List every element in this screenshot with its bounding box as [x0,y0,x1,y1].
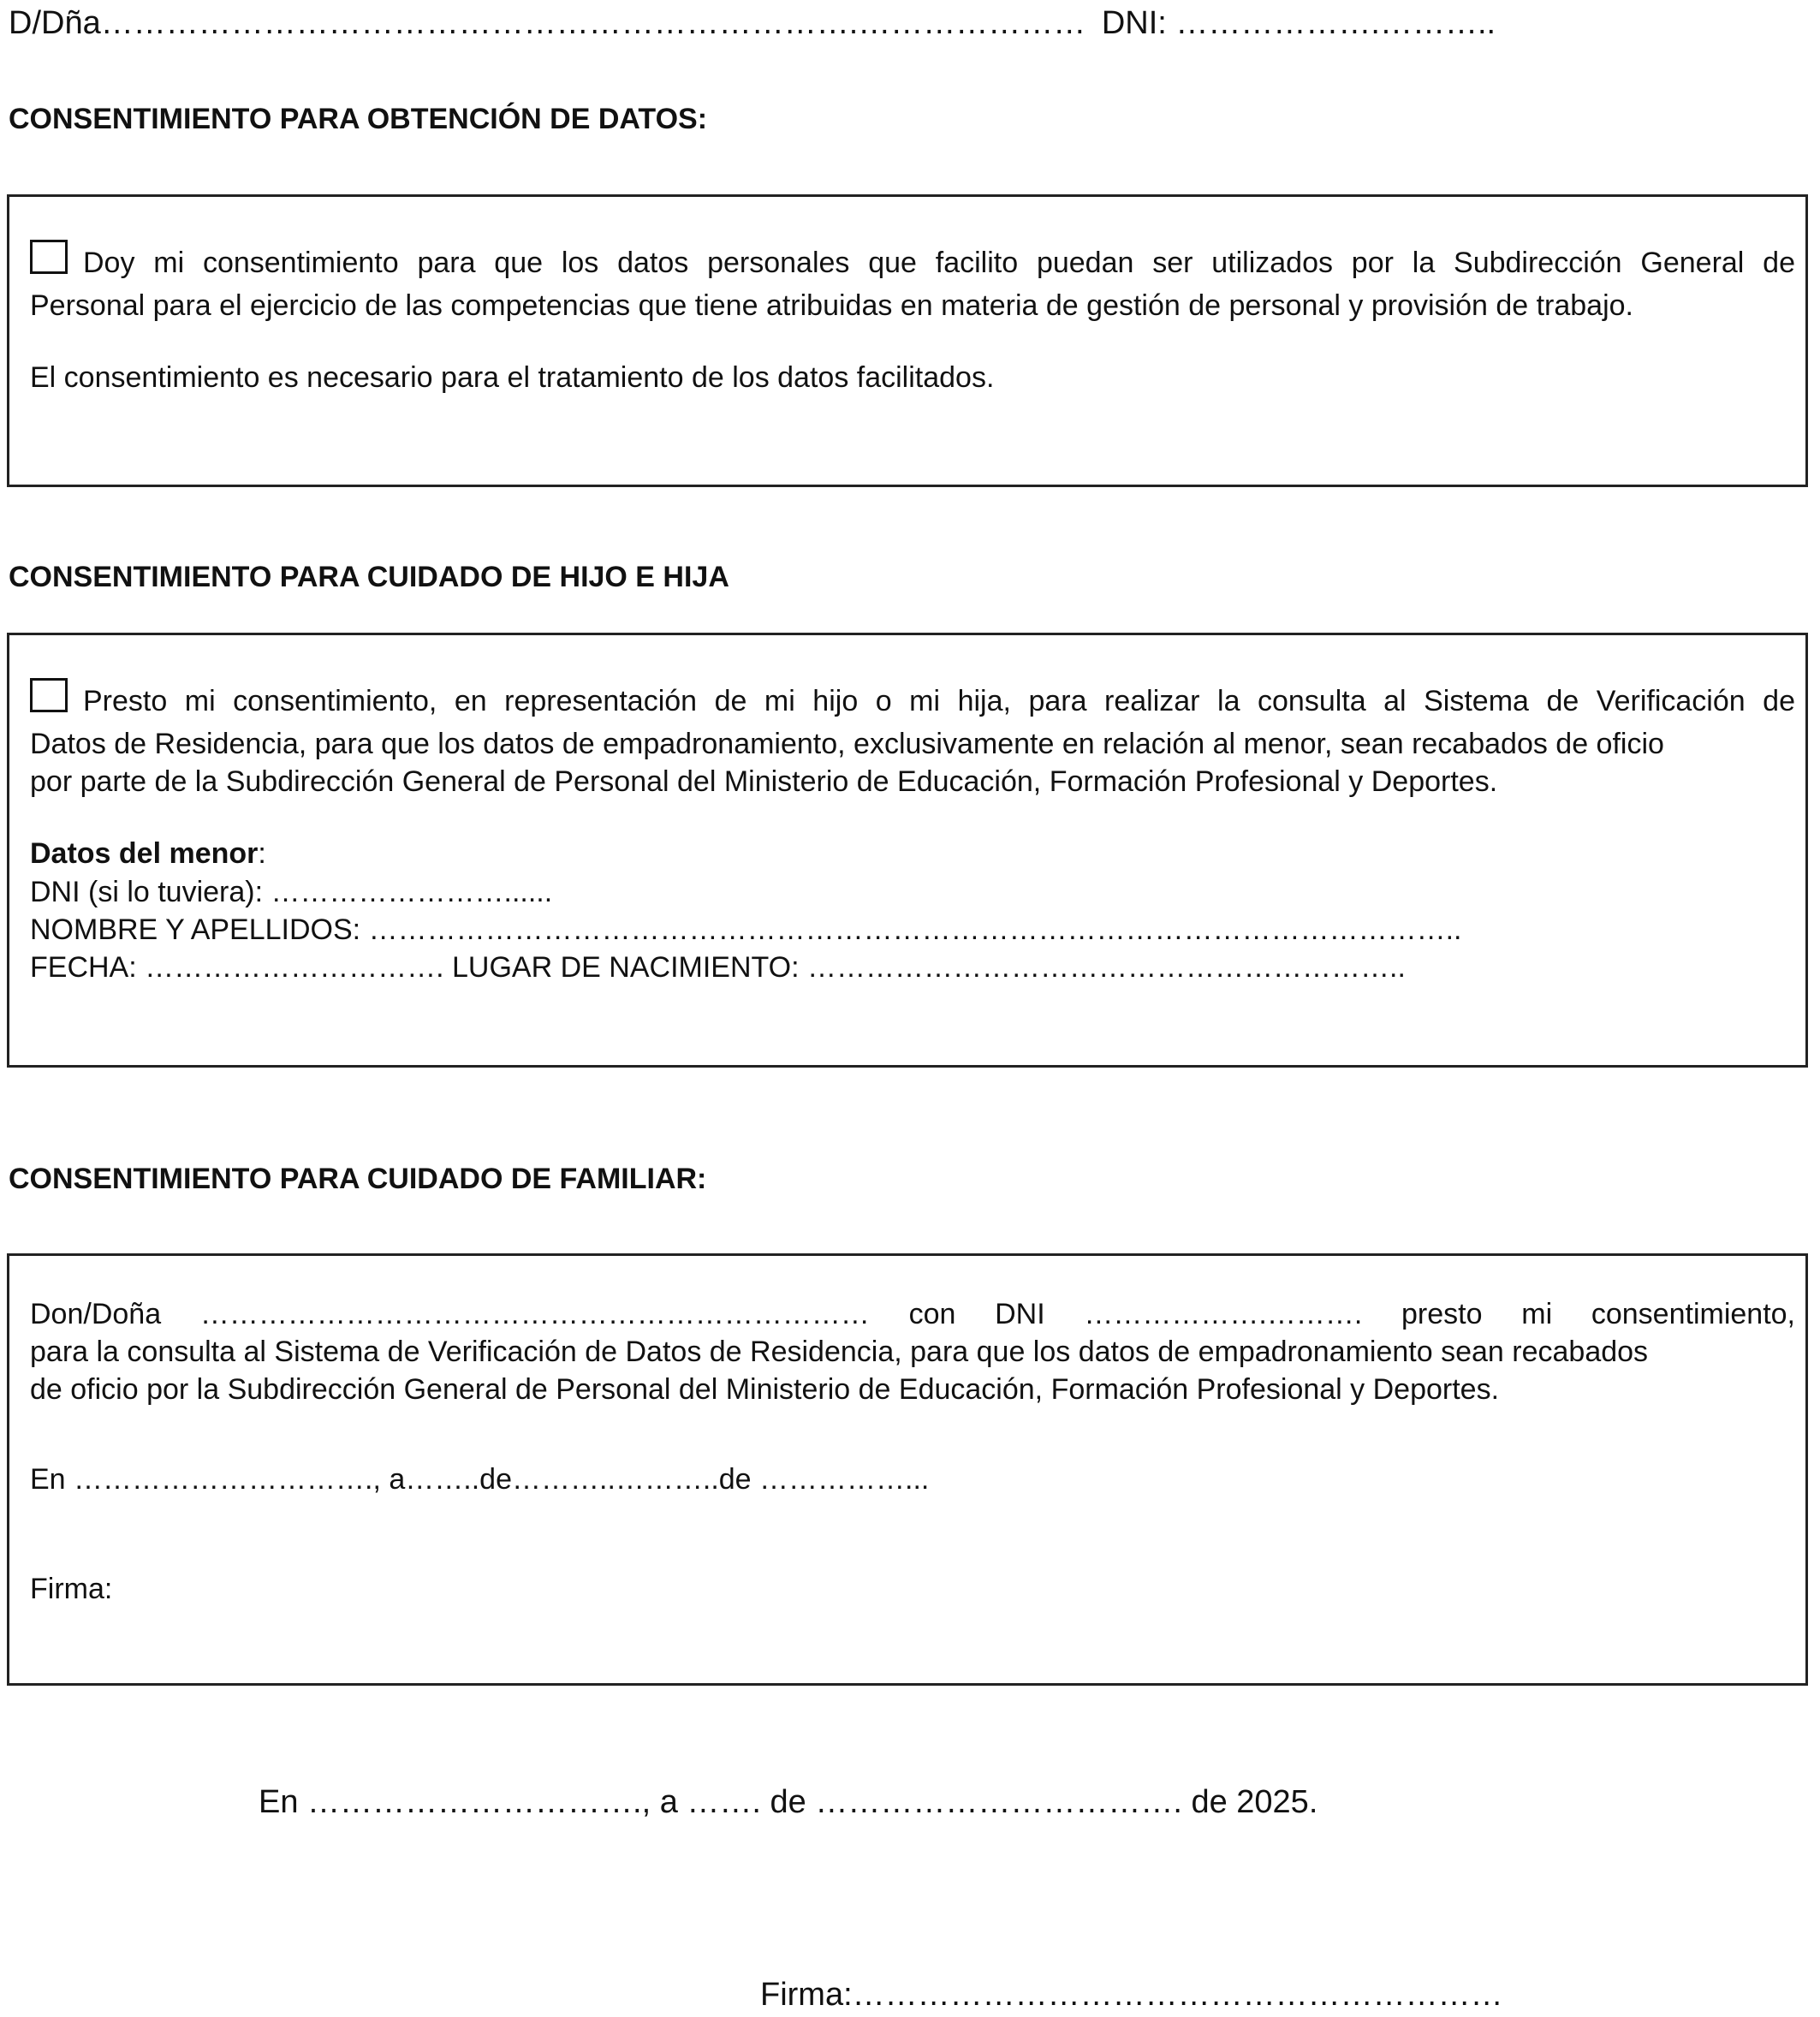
footer-firma[interactable]: Firma:…………………………………………………… [760,1977,1503,2013]
section-hijo-text-3: por parte de la Subdirección General de Personal del Ministerio de Educación, Formación Profesional y Deportes. [30,765,1498,799]
section-datos-paragraph [30,240,1795,396]
dni-label: DNI: [1101,5,1167,41]
consent-hijo-checkbox[interactable] [30,678,68,712]
section-familiar-text-3: de oficio por la Subdirección General de Personal del Ministerio de Educación, Formación Profesional y Deportes. [30,1373,1500,1407]
section-hijo-paragraph [30,678,1795,986]
section-familiar-text-2: para la consulta al Sistema de Verificación de Datos de Residencia, para que los datos de empadronamiento sean recabados [30,1336,1649,1369]
menor-fecha-lugar-field[interactable]: FECHA: …………………………. LUGAR DE NACIMIENTO: …………………………………………………….. [30,950,1406,984]
section-hijo-text-1: Presto mi consentimiento, en representación de mi hijo o mi hija, para realizar la consulta al Sistema de Verificación de [83,685,1795,717]
section-familiar-title: CONSENTIMIENTO PARA CUIDADO DE FAMILIAR: [9,1163,707,1195]
menor-label: Datos del menor [30,837,259,871]
name-field[interactable]: …………………………………………………………….………………… [100,5,1086,41]
section-hijo-line-1 [30,678,1795,725]
section-familiar-text-1[interactable]: Don/Doña …………………………………………………………… con DNI ……………….………. presto mi consentimiento, [30,1298,1795,1330]
menor-colon: : [258,837,266,871]
dni-field[interactable]: ……………….……….. [1175,5,1496,41]
section-datos-line-1 [30,240,1795,287]
section-datos-title: CONSENTIMIENTO PARA OBTENCIÓN DE DATOS: [9,103,708,135]
footer-place-date[interactable]: En …………………………., a ……. de ……………………………. de 2025. [259,1784,1318,1820]
menor-nombre-field[interactable]: NOMBRE Y APELLIDOS: ………………………………………………………………………………………………….. [30,913,1462,946]
consent-datos-checkbox[interactable] [30,240,68,274]
name-label: D/Dña [9,5,101,41]
familiar-firma-label: Firma: [30,1572,113,1605]
header-line [9,5,1496,42]
section-datos-box [7,194,1808,487]
section-familiar-paragraph [30,1295,1795,1608]
familiar-place-date-field[interactable]: En …………………………., a……..de………..………..de ……………... [30,1462,930,1496]
section-datos-text-2: Personal para el ejercicio de las competencias que tiene atribuidas en materia de gestión de personal y provisión de trabajo. [30,289,1634,322]
section-hijo-text-2: Datos de Residencia, para que los datos de empadronamiento, exclusivamente en relación al menor, sean recabados de oficio [30,728,1664,760]
section-hijo-title: CONSENTIMIENTO PARA CUIDADO DE HIJO E HIJA [9,561,729,593]
menor-heading [30,835,1795,872]
section-familiar-box [7,1253,1808,1686]
menor-dni-field[interactable]: DNI (si lo tuviera): ……………………...... [30,875,553,908]
section-datos-text-3: El consentimiento es necesario para el tratamiento de los datos facilitados. [30,361,995,395]
section-datos-text-1: Doy mi consentimiento para que los datos personales que facilito puedan ser utilizados por la Subdirección General de [83,247,1795,279]
section-hijo-box [7,633,1808,1068]
